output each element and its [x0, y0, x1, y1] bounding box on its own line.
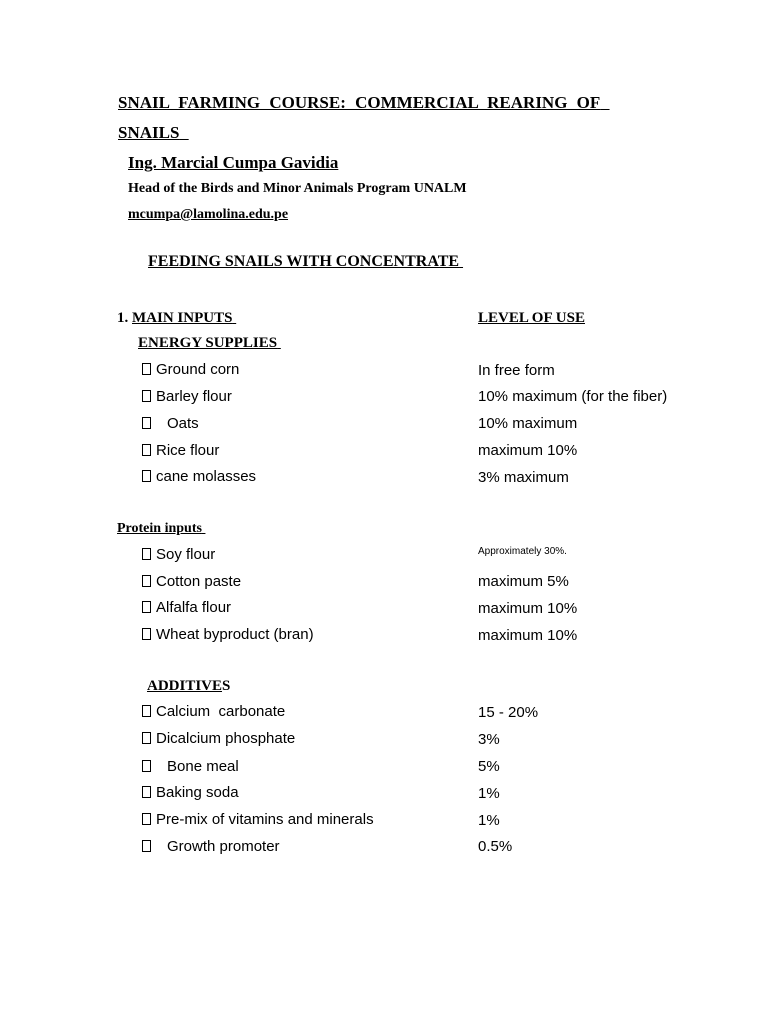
checkbox-glyph-icon [142, 705, 151, 717]
energy-heading-text: ENERGY SUPPLIES [138, 335, 278, 351]
level-growth-promoter: 0.5% [478, 838, 513, 855]
section-title-text: FEEDING SNAILS WITH CONCENTRATE [148, 253, 460, 270]
section-title-underline-tail [459, 253, 593, 271]
list-item-cane-molasses [142, 468, 256, 485]
input-name: Ground corn [156, 361, 240, 378]
input-name: Barley flour [156, 388, 232, 405]
document-title-line2 [118, 123, 227, 143]
input-name: Cotton paste [156, 573, 242, 590]
checkbox-glyph-icon [142, 470, 151, 482]
title-text-line2: SNAILS [118, 123, 180, 142]
protein-heading-text: Protein inputs [117, 521, 202, 536]
checkbox-glyph-icon [142, 840, 151, 852]
list-item-cotton-paste [142, 573, 241, 590]
level-cotton-paste: maximum 5% [478, 573, 569, 590]
input-name: Soy flour [156, 546, 216, 563]
additives-heading-text: ADDITIVE [147, 678, 223, 694]
level-of-use-header: LEVEL OF USE [478, 310, 585, 326]
checkbox-glyph-icon [142, 444, 151, 456]
input-name: Pre-mix of vitamins and minerals [156, 811, 374, 828]
main-inputs-label: MAIN INPUTS [132, 310, 233, 326]
level-rice-flour: maximum 10% [478, 442, 578, 459]
checkbox-glyph-icon [142, 732, 151, 744]
list-item-ground-corn [142, 361, 239, 378]
level-wheat-byproduct: maximum 10% [478, 627, 578, 644]
checkbox-glyph-icon [142, 628, 151, 640]
title-underline-tail [600, 93, 630, 113]
input-name: Alfalfa flour [156, 599, 232, 616]
checkbox-glyph-icon [142, 417, 151, 429]
level-ground-corn: In free form [478, 362, 555, 379]
input-name: Calcium carbonate [156, 703, 286, 720]
title-text-line1: SNAIL FARMING COURSE: COMMERCIAL REARING OF [118, 93, 601, 112]
energy-heading-underline-tail [277, 335, 323, 352]
checkbox-glyph-icon [142, 363, 151, 375]
level-calcium-carbonate: 15 - 20% [478, 704, 539, 721]
input-name: Wheat byproduct (bran) [156, 626, 314, 643]
level-dicalcium-phosphate: 3% [478, 731, 500, 748]
input-name: cane molasses [156, 468, 257, 485]
level-cane-molasses: 3% maximum [478, 469, 569, 486]
level-alfalfa-flour: maximum 10% [478, 600, 578, 617]
list-item-baking-soda [142, 784, 239, 801]
list-item-soy-flour [142, 546, 215, 563]
main-inputs-underline-tail [232, 310, 310, 327]
list-item-calcium-carbonate [142, 703, 285, 720]
author-name: Ing. Marcial Cumpa Gavidia [128, 153, 339, 172]
checkbox-glyph-icon [142, 786, 151, 798]
author-email[interactable]: mcumpa@lamolina.edu.pe [128, 207, 289, 222]
level-premix-vitamins: 1% [478, 812, 500, 829]
main-inputs-header [117, 310, 310, 327]
list-item-growth-promoter [142, 838, 280, 855]
protein-inputs-heading [117, 521, 276, 537]
author-role: Head of the Birds and Minor Animals Program UNALM [128, 181, 467, 196]
input-name: Growth promoter [167, 838, 280, 855]
checkbox-glyph-icon [142, 548, 151, 560]
input-name: Oats [167, 415, 199, 432]
input-name: Bone meal [167, 758, 239, 775]
section-number: 1. [117, 310, 129, 326]
list-item-bone-meal [142, 758, 239, 775]
additives-heading [147, 678, 230, 695]
input-name: Baking soda [156, 784, 239, 801]
checkbox-glyph-icon [142, 601, 151, 613]
protein-heading-underline-tail [202, 521, 276, 537]
list-item-alfalfa-flour [142, 599, 231, 616]
additives-heading-tail: S [222, 678, 231, 694]
level-baking-soda: 1% [478, 785, 500, 802]
checkbox-glyph-icon [142, 760, 151, 772]
level-barley-flour: 10% maximum (for the fiber) [478, 388, 668, 405]
list-item-rice-flour [142, 442, 219, 459]
level-oats: 10% maximum [478, 415, 578, 432]
list-item-wheat-byproduct [142, 626, 314, 643]
energy-supplies-heading [138, 335, 323, 352]
checkbox-glyph-icon [142, 390, 151, 402]
list-item-premix-vitamins [142, 811, 374, 828]
section-title [148, 253, 593, 271]
input-name: Rice flour [156, 442, 220, 459]
checkbox-glyph-icon [142, 575, 151, 587]
level-bone-meal: 5% [478, 758, 500, 775]
list-item-barley-flour [142, 388, 232, 405]
document-title-line1 [118, 93, 630, 113]
title2-underline-tail [179, 123, 227, 143]
checkbox-glyph-icon [142, 813, 151, 825]
list-item-dicalcium-phosphate [142, 730, 295, 747]
level-soy-flour: Approximately 30%. [478, 546, 567, 557]
input-name: Dicalcium phosphate [156, 730, 296, 747]
list-item-oats [142, 415, 199, 432]
